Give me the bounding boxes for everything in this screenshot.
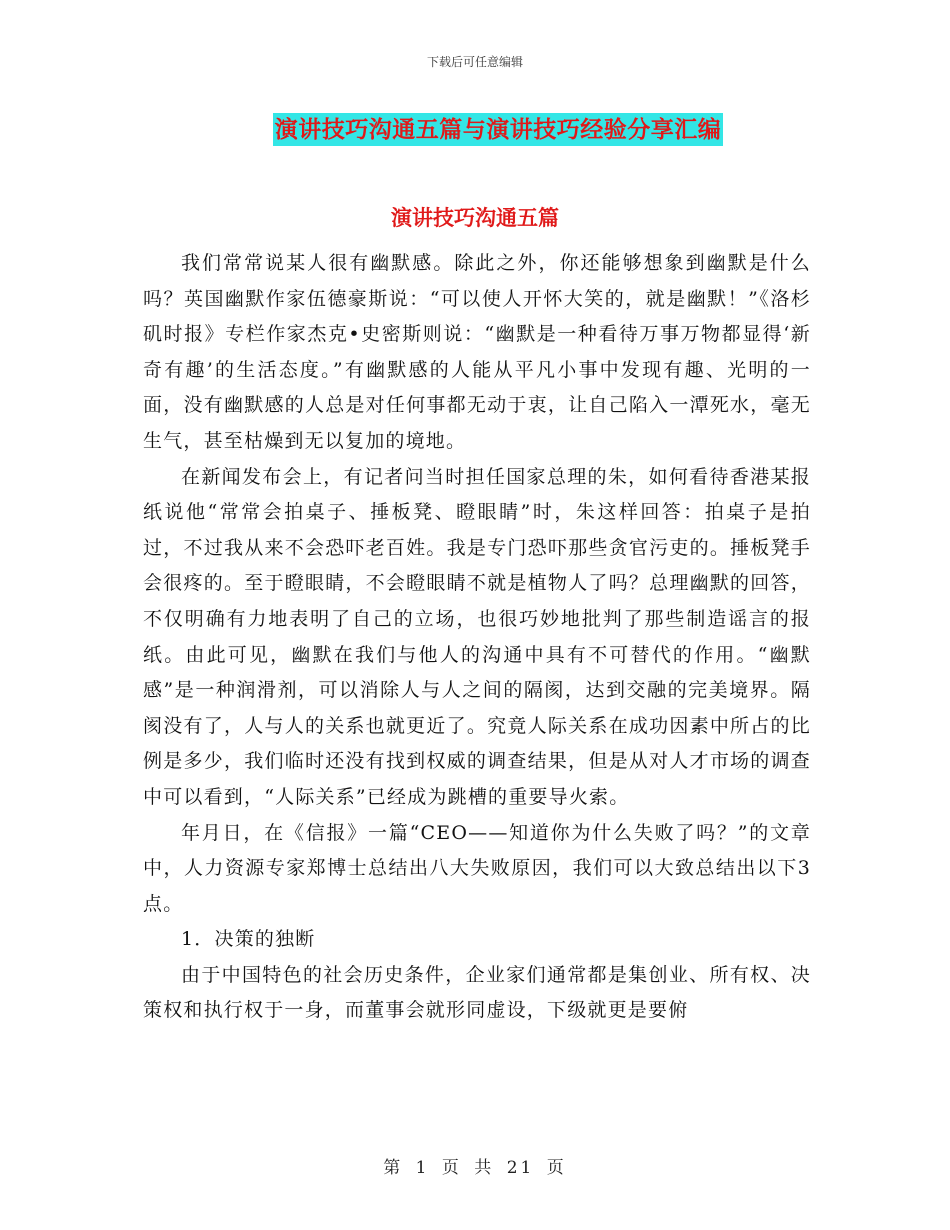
header-note: 下载后可任意编辑 <box>426 55 523 69</box>
document-title-text: 演讲技巧沟通五篇与演讲技巧经验分享汇编 <box>273 113 724 146</box>
section-title: 演讲技巧沟通五篇 <box>391 205 559 230</box>
paragraph: 年月日，在《信报》一篇“CEO——知道你为什么失败了吗？”的文章中，人力资源专家郑博士总结出八大失败原因，我们可以大致总结出以下3点。 <box>143 821 811 915</box>
document-body <box>143 246 811 1029</box>
document-title <box>0 113 950 146</box>
page-number-footer: 第 1 页 共 21 页 <box>383 1158 567 1178</box>
list-heading: 1．决策的独断 <box>181 928 316 951</box>
paragraph: 我们常常说某人很有幽默感。除此之外，你还能够想象到幽默是什么吗？英国幽默作家伍德豪斯说：“可以使人开怀大笑的，就是幽默！”《洛杉矶时报》专栏作家杰克•史密斯则说：“幽默是一种看待万事万物都显得‘新奇有趣’的生活态度。”有幽默感的人能从平凡小事中发现有趣、光明的一面，没有幽默感的人总是对任何事都无动于衷，让自己陷入一潭死水，毫无生气，甚至枯燥到无以复加的境地。 <box>143 252 811 452</box>
paragraph: 在新闻发布会上，有记者问当时担任国家总理的朱，如何看待香港某报纸说他“常常会拍桌子、捶板凳、瞪眼睛”时，朱这样回答：拍桌子是拍过，不过我从来不会恐吓老百姓。我是专门恐吓那些贪官污吏的。捶板凳手会很疼的。至于瞪眼睛，不会瞪眼睛不就是植物人了吗？总理幽默的回答，不仅明确有力地表明了自己的立场，也很巧妙地批判了那些制造谣言的报纸。由此可见，幽默在我们与他人的沟通中具有不可替代的作用。“幽默感”是一种润滑剂，可以消除人与人之间的隔阂，达到交融的完美境界。隔阂没有了，人与人的关系也就更近了。究竟人际关系在成功因素中所占的比例是多少，我们临时还没有找到权威的调查结果，但是从对人才市场的调查中可以看到，“人际关系”已经成为跳槽的重要导火索。 <box>143 465 811 808</box>
paragraph: 由于中国特色的社会历史条件，企业家们通常都是集创业、所有权、决策权和执行权于一身，而董事会就形同虚设，下级就更是要俯 <box>143 963 811 1022</box>
